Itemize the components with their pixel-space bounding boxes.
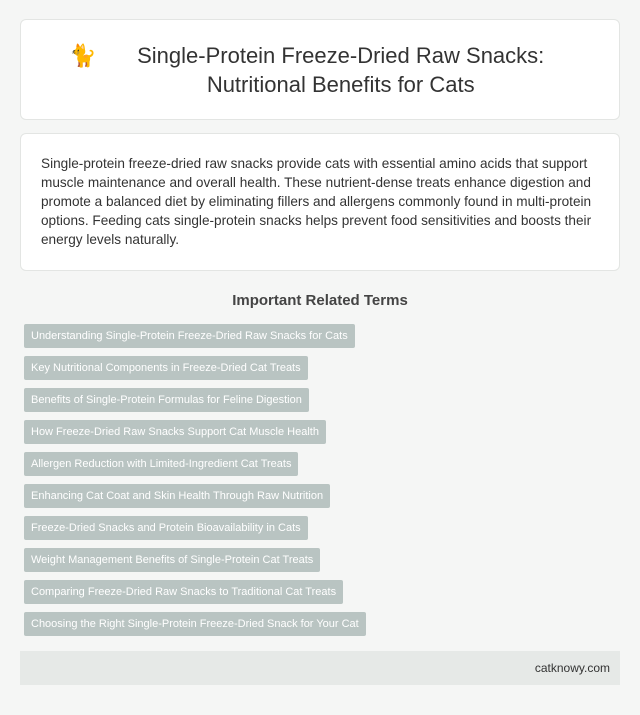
cat-icon: 🐈 xyxy=(69,42,97,68)
header-card xyxy=(20,19,620,120)
page-title: Single-Protein Freeze-Dried Raw Snacks: Nutritional Benefits for Cats xyxy=(137,42,545,97)
term-tag[interactable]: Choosing the Right Single-Protein Freeze-Dried Snack for Your Cat xyxy=(24,612,366,636)
list-item xyxy=(24,452,616,484)
term-tag[interactable]: Freeze-Dried Snacks and Protein Bioavailability in Cats xyxy=(24,516,308,540)
list-item xyxy=(24,612,616,644)
summary-card xyxy=(20,133,620,271)
term-tag[interactable]: How Freeze-Dried Raw Snacks Support Cat Muscle Health xyxy=(24,420,326,444)
term-tag[interactable]: Key Nutritional Components in Freeze-Dried Cat Treats xyxy=(24,356,308,380)
list-item xyxy=(24,484,616,516)
list-item xyxy=(24,324,616,356)
list-item xyxy=(24,516,616,548)
list-item xyxy=(24,356,616,388)
summary-text: Single-protein freeze-dried raw snacks provide cats with essential amino acids that support muscle maintenance and overall health. These nutrient-dense treats enhance digestion and promote a balanced diet by eliminating fillers and allergens commonly found in multi-protein options. Feeding cats single-protein snacks helps prevent food sensitivities and boosts their energy levels naturally. xyxy=(41,156,592,247)
footer-bar xyxy=(20,651,620,685)
term-tag[interactable]: Allergen Reduction with Limited-Ingredient Cat Treats xyxy=(24,452,298,476)
related-terms-list xyxy=(24,324,616,644)
related-terms-heading: Important Related Terms xyxy=(232,292,408,309)
footer-site-link[interactable]: catknowy.com xyxy=(534,661,610,675)
list-item xyxy=(24,580,616,612)
term-tag[interactable]: Weight Management Benefits of Single-Protein Cat Treats xyxy=(24,548,320,572)
term-tag[interactable]: Comparing Freeze-Dried Raw Snacks to Traditional Cat Treats xyxy=(24,580,343,604)
list-item xyxy=(24,420,616,452)
title-wrap xyxy=(45,41,594,99)
term-tag[interactable]: Benefits of Single-Protein Formulas for Feline Digestion xyxy=(24,388,309,412)
term-tag[interactable]: Enhancing Cat Coat and Skin Health Through Raw Nutrition xyxy=(24,484,330,508)
list-item xyxy=(24,548,616,580)
term-tag[interactable]: Understanding Single-Protein Freeze-Dried Raw Snacks for Cats xyxy=(24,324,355,348)
list-item xyxy=(24,388,616,420)
